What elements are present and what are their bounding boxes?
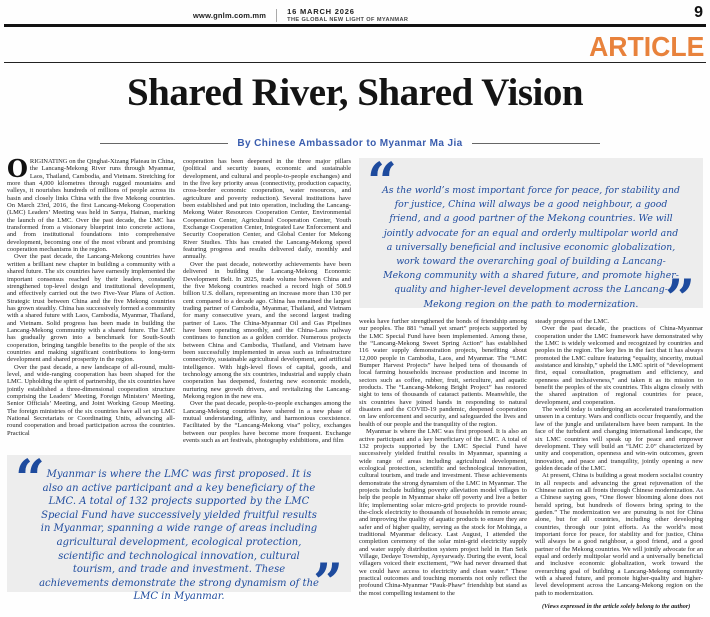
article-title: Shared River, Shared Vision [126, 71, 584, 114]
paragraph: Over the past decade, the practices of China-Myanmar cooperation under the LMC framework have demonstrated why the LMC is widely welcomed and recognized by countries and peoples in the region. The key lies in the fact that it has always promoted the LMC culture featuring “equality, sincerity, mutual assistance and kinship,” upheld the LMC spirit of “development first, equal consultation, pragmatism and efficiency, and openness and inclusiveness,” and taken it as its mission to benefit the peoples of the six countries. This aligns closely with the shared aspiration of regional countries for peace, development, and cooperation. [535, 325, 703, 406]
website-url: www.gnlm.com.mm [193, 10, 267, 20]
paragraph: cooperation has been deepened in the three major pillars (political and security issues, economic and sustainable development, and cultural and people-to-people exchanges) and in the five key priority areas (connectivity, production capacity, cross-border economic cooperation, water resources, and agriculture and poverty reduction). Several institutions have been established and put into operation, including the Lancang-Mekong Water Resources Cooperation Center, Environmental Cooperation Center, Agricultural Cooperation Center, Youth Exchange Cooperation Center, Integrated Law Enforcement and Security Cooperation Center, and Global Center for Mekong River Studies. This has created the Lancang-Mekong speed featuring progress and results delivered daily, monthly and annually. [183, 158, 351, 261]
paragraph: Myanmar is where the LMC was first proposed. It is also an active participant and a key beneficiary of the LMC. A total of 132 projects supported by the LMC Special Fund have successively yielded fruitful results in Myanmar, spanning a wide range of areas including agricultural development, ecological protection, scientific and technological innovation, cultural tourism, and trade and investment. These achievements demonstrate the strong dynamism of the LMC in Myanmar. The projects include building poverty alleviation model villages to help the people in Myanmar shake off poverty and live a better life; implementing solar micro-grid projects to provide round-the-clock electricity to thousands of households in remote areas; and improving the quality of aquatic products to ensure they are safer and of higher quality, serving as the stock for Mohinga, a traditional Myanmar delicacy. Last August, I attended the completion ceremony of the solar mini-grid electricity supply and water supply distribution system project held in Han Seik Village, Dedaye Township, Ayeyarwady. During the event, local villagers voiced their excitement, “We had never dreamed that we could have access to electricity and clean water.” These practical outcomes and touching moments not only reflect the profound China-Myanmar “Pauk-Phaw” friendship but stand as the most compelling testament to the [359, 428, 527, 597]
open-quote-icon: “ [15, 449, 45, 510]
drop-cap: O [7, 158, 28, 183]
byline-rule-right [472, 143, 600, 144]
paragraph [7, 158, 175, 253]
body-column-4 [535, 318, 703, 610]
paragraph: Over the past decade, a new landscape of all-round, multi-level, and wide-ranging cooperation has been shaped for the LMC. Upholding the spirit of partnership, the six countries have jointly established a three-dimensional cooperation structure comprising the Leaders’ Meeting, Foreign Ministers’ Meeting, Senior Officials’ Meeting, and Joint Working Group Meeting. The foreign ministries of the six countries have all set up LMC National Secretariats or Coordinating Units, advancing all-round cooperation and broad participation across the countries. Practical [7, 363, 175, 437]
byline-rule-left [100, 143, 228, 144]
paragraph: The world today is undergoing an accelerated transformation unseen in a century. Wars and conflicts occur frequently, and the law of the jungle and unilateralism have been rampant. In the face of the turbulent and changing international landscape, the six LMC countries will speak up for peace and empower development. They will build an “LMC 2.0” characterized by unity and cooperation, openness and win-win outcomes, green innovation, and peace and tranquility, jointly opening a new golden decade of the LMC. [535, 406, 703, 472]
masthead-divider [276, 9, 277, 22]
pull-quote-left [7, 449, 351, 615]
paragraph: Over the past decade, the Lancang-Mekong countries have written a brilliant new chapter in building a community with a shared future. The six countries have earnestly implemented the important consensus reached by their leaders, constantly strengthened top-level design and institutional development, and effectively carried out the two Five-Year Plans of Action. Strategic trust between China and the five Mekong countries has grown steadily. China has successively formed a community with a shared future with Laos, Cambodia, Myanmar, Thailand, and Vietnam. Solid progress has been made in building the Lancang-Mekong community with a shared future. The LMC has gradually grown into a benchmark for South-South cooperation, bringing tangible benefits to the people of the six countries and making significant contributions to long-term development and shared prosperity in the region. [7, 253, 175, 364]
close-quote-icon: ” [313, 553, 343, 615]
section-rule-thin [4, 62, 706, 63]
close-quote-icon: ” [665, 269, 695, 331]
masthead-datebox [287, 7, 408, 23]
body-column-2 [183, 158, 351, 453]
masthead-rule-thick [4, 24, 706, 27]
byline: By Chinese Ambassador to Myanmar Ma Jia [237, 138, 463, 149]
issue-date: 16 MARCH 2026 [287, 7, 355, 16]
paragraph: steady progress of the LMC. [535, 318, 610, 325]
body-column-3 [359, 318, 527, 610]
author-disclaimer: (Views expressed in the article solely belong to the author) [542, 603, 691, 610]
byline-row [100, 138, 600, 149]
paragraph: At present, China is building a great modern socialist country in all respects and advancing the great rejuvenation of the Chinese nation on all fronts through Chinese modernization. As a Chinese saying goes, “One flower blooming alone does not herald spring, but hundreds of flowers bring spring to the garden.” The modernization we are pursuing is not for China alone, but for all countries, including other developing countries, through our joint efforts. As the world’s most important force for peace, for stability and for justice, China will always be a good neighbour, a good friend, and a good partner of the Mekong countries. We will jointly advocate for an equal and orderly multipolar world and a universally beneficial and inclusive economic globalization, work toward the overarching goal of building a Lancang-Mekong community with a shared future, and promote higher-quality and higher-level development across the Lancang-Mekong region on the path to modernization. [535, 472, 703, 597]
pull-quote-left-text: Myanmar is where the LMC was first proposed. It is also an active participant and a key beneficiary of the LMC. A total of 132 projects supported by the LMC Special Fund have successively yielded fruitful results in Myanmar, spanning a wide range of areas including agricultural development, ecological protection, scientific and technological innovation, cultural tourism, and trade and investment. These achievements demonstrate the strong dynamism of the LMC in Myanmar. [39, 469, 319, 603]
body-column-1 [7, 158, 175, 453]
masthead [193, 7, 408, 23]
paragraph: Over the past decade, people-to-people exchanges among the Lancang-Mekong countries have ushered in a new phase of mutual understanding, affinity, and harmonious coexistence. Facilitated by the “Lancang-Mekong visa” policy, exchanges between our peoples have become more frequent. Exchange events such as art festivals, photography exhibitions, and film [183, 400, 351, 445]
paragraph: weeks have further strengthened the bonds of friendship among our peoples. The 881 “small yet smart” projects supported by the LMC Special Fund have been implemented. Among these, the “Lancang-Mekong Sweet Spring Action” has established 116 water supply demonstration projects, benefiting about 12,000 people in Cambodia, Laos, and Myanmar. The “LMC Bumper Harvest Projects” have helped tens of thousands of local farming households increase production and income in sectors such as coffee, rubber, fruit, sericulture, and aquatic products. The “Lancang-Mekong Bright Project” has restored sight to tens of thousands of cataract patients. Meanwhile, the six countries have joined hands in responding to natural disasters and the COVID-19 pandemic, deepened cooperation on law enforcement and security, and safeguarded the lives and health of our people and the tranquility of the region. [359, 318, 527, 428]
section-label: ARTICLE [588, 31, 704, 62]
pull-quote-right-text: As the world’s most important force for peace, for stability and for justice, China will always be a good neighbour, a good friend, and a good partner of the Mekong countries. We will jointly advocate for an equal and orderly multipolar world and a universally beneficial and inclusive economic globalization, work toward the overarching goal of building a Lancang-Mekong community with a shared future, and promote higher-quality and higher-level development across the Lancang-Mekong region on the path to modernization. [382, 185, 680, 310]
paper-name: THE GLOBAL NEW LIGHT OF MYANMAR [287, 17, 409, 23]
page-number: 9 [694, 4, 703, 21]
open-quote-icon: “ [367, 152, 397, 213]
paragraph-text: RIGINATING on the Qinghai-Xizang Plateau in China, the Lancang-Mekong River runs through Myanmar, Laos, Thailand, Cambodia, and Vietnam. Stretching for more than 4,000 kilometres through rugged mountains and valleys, it nourishes hundreds of millions of people across its basin and closely links China with the five Mekong countries. On March 23rd, 2016, the first Lancang-Mekong Cooperation (LMC) Leaders’ Meeting was held in Sanya, Hainan, marking the launch of the LMC. Over the past decade, the LMC has transformed from a visionary blueprint into concrete actions, and from institutional foundations into comprehensive development, becoming one of the most vibrant and promising cooperation mechanisms in the region. [7, 158, 175, 254]
paragraph: Over the past decade, noteworthy achievements have been delivered in building the Lancang-Mekong Economic Development Belt. In 2025, trade volume between China and the five Mekong countries reached a record high of 508.9 billion U.S. dollars, representing an increase more than 130 per cent compared to a decade ago. China has remained the largest trading partner of Cambodia, Myanmar, Thailand, and Vietnam for many consecutive years, and the second largest trading partner of Laos. The China-Myanmar Oil and Gas Pipelines have been operating smoothly, and the China-Laos railway continues to function as a golden corridor. Numerous projects between China and Cambodia, Thailand, and Vietnam have been successfully implemented in areas such as infrastructure connectivity, sustainable agricultural development, and artificial intelligence. With high-level flows of capital, goods, and technology among the six countries, industrial and supply chain cooperation has deepened, fostering new economic models, nurturing new growth drivers, and revitalizing the Lancang-Mekong region in the new era. [183, 260, 351, 400]
